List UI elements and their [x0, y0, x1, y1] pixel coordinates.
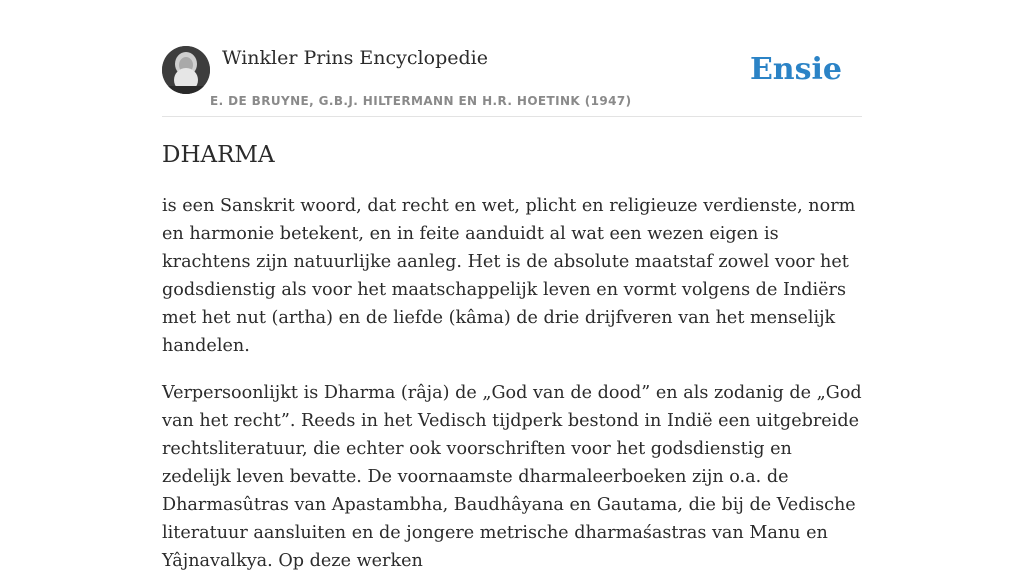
site-header	[162, 44, 862, 117]
authors-line: E. DE BRUYNE, G.B.J. HILTERMANN EN H.R. HOETINK (1947)	[210, 94, 632, 108]
author-avatar[interactable]	[162, 46, 210, 94]
article-title: DHARMA	[162, 142, 275, 168]
article-paragraph-2: Verpersoonlijkt is Dharma (râja) de „God van de dood” en als zodanig de „God van het recht”. Reeds in het Vedisch tijdperk bestond in Indië een uitgebreide rechtsliteratuur, die echter ook voorschriften voor het godsdienstig en zedelijk leven bevatte. De voornaamste dharmaleerboeken zijn o.a. de Dharmasûtras van Apastambha, Baudhâyana en Gautama, die bij de Vedische literatuur aansluiten en de jongere metrische dharmaśastras van Manu en Yâjnavalkya. Op deze werken	[162, 383, 862, 571]
site-title[interactable]: Winkler Prins Encyclopedie	[222, 47, 488, 69]
article	[162, 140, 866, 575]
portrait-icon	[162, 46, 210, 94]
article-paragraph-1: is een Sanskrit woord, dat recht en wet, plicht en religieuze verdienste, norm en harmonie betekent, en in feite aanduidt al wat een wezen eigen is krachtens zijn natuurlijke aanleg. Het is de absolute maatstaf zowel voor het godsdienstig als voor het maatschappelijk leven en vormt volgens de Indiërs met het nut (artha) en de liefde (kâma) de drie drijfveren van het menselijk handelen.	[162, 196, 856, 356]
ensie-logo-link[interactable]: Ensie	[749, 52, 842, 87]
